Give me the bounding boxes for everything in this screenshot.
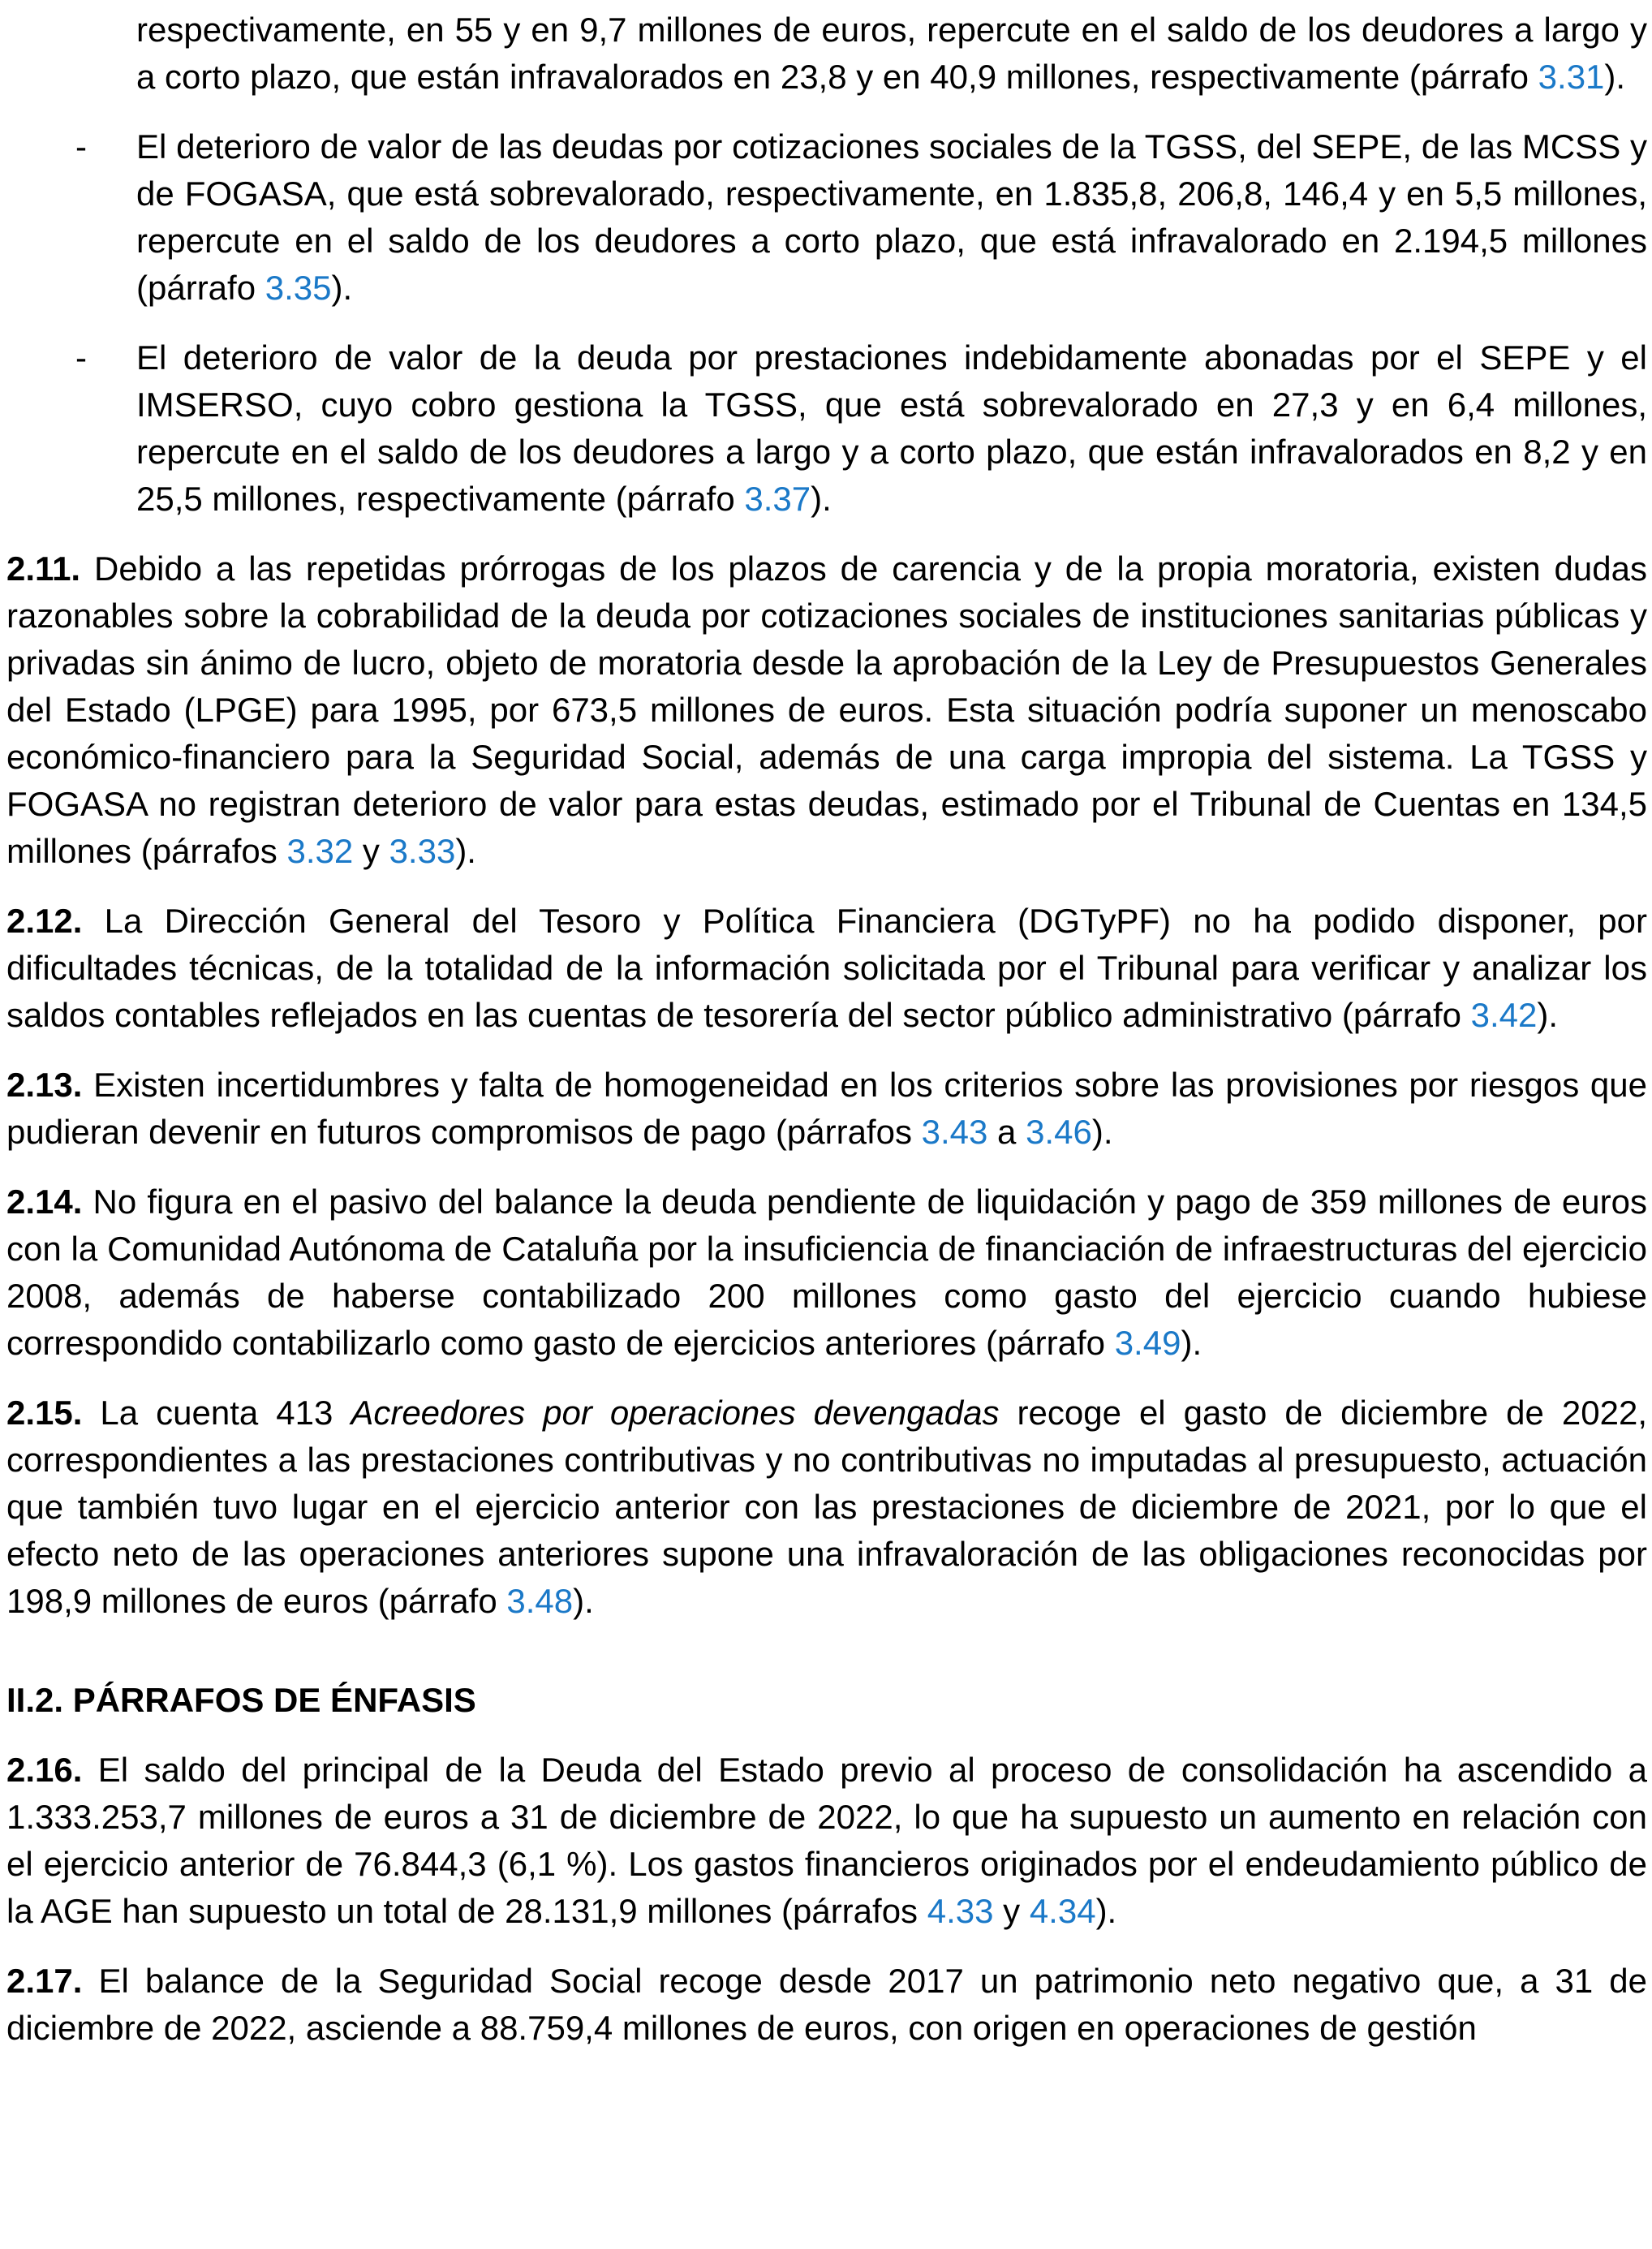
text-run: No figura en el pasivo del balance la deuda pendiente de liquidación y pago de 359 millones de euros con la Comunidad Autónoma de Cataluña por la insuficiencia de financiación de infraestructuras del ejercicio 2008, además de haberse contabilizado 200 millones como gasto del ejercicio cuando hubiese correspondido contabilizarlo como gasto de ejercicios anteriores (párrafo xyxy=(6,1183,1647,1362)
cross-reference-link[interactable]: 3.35 xyxy=(265,269,332,307)
text-run: ). xyxy=(1604,58,1626,96)
text-run: La Dirección General del Tesoro y Política Financiera (DGTyPF) no ha podido disponer, por dificultades técnicas, de la totalidad de la información solicitada por el Tribunal para verificar y analizar los saldos contables reflejados en las cuentas de tesorería del sector público administrativo (párrafo xyxy=(6,902,1647,1034)
text-run: y xyxy=(353,832,389,870)
text-run: a xyxy=(987,1113,1026,1151)
cross-reference-link[interactable]: 3.46 xyxy=(1026,1113,1092,1151)
paragraph-2-17 xyxy=(6,1958,1647,2052)
text-run: Debido a las repetidas prórrogas de los plazos de carencia y de la propia moratoria, existen dudas razonables sobre la cobrabilidad de la deuda por cotizaciones sociales de instituciones sanitarias públicas y privadas sin ánimo de lucro, objeto de moratoria desde la aprobación de la Ley de Presupuestos Generales del Estado (LPGE) para 1995, por 673,5 millones de euros. Esta situación podría suponer un menoscabo económico-financiero para la Seguridad Social, además de una carga impropia del sistema. La TGSS y FOGASA no registran deterioro de valor para estas deudas, estimado por el Tribunal de Cuentas en 134,5 millones (párrafos xyxy=(6,549,1647,870)
paragraph-2-15 xyxy=(6,1389,1647,1625)
cross-reference-link[interactable]: 3.32 xyxy=(286,832,354,870)
cross-reference-link[interactable]: 3.48 xyxy=(506,1582,574,1620)
text-run: ). xyxy=(1091,1113,1113,1151)
text-run: recoge el gasto de diciembre de 2022, correspondientes a las prestaciones contributivas y no contributivas no imputadas al presupuesto, actuación que también tuvo lugar en el ejercicio anterior con las prestaciones de diciembre de 2021, por lo que el efecto neto de las operaciones anteriores supone una infravaloración de las obligaciones reconocidas por 198,9 millones de euros (párrafo xyxy=(6,1394,1647,1620)
cross-reference-link[interactable]: 3.31 xyxy=(1538,58,1605,96)
paragraph-2-11 xyxy=(6,545,1647,875)
list-dash: - xyxy=(75,338,87,377)
paragraph-number: 2.15. xyxy=(6,1394,83,1432)
cross-reference-link[interactable]: 4.33 xyxy=(927,1892,994,1930)
paragraph-number: 2.13. xyxy=(6,1066,83,1104)
text-run: El deterioro de valor de las deudas por cotizaciones sociales de la TGSS, del SEPE, de las MCSS y de FOGASA, que está sobrevalorado, respectivamente, en 1.835,8, 206,8, 146,4 y en 5,5 millones, repercute en el saldo de los deudores a corto plazo, que está infravalorado en 2.194,5 millones (párrafo xyxy=(136,127,1647,307)
text-run: y xyxy=(993,1892,1030,1930)
paragraph-number: 2.12. xyxy=(6,902,83,940)
cross-reference-link[interactable]: 4.34 xyxy=(1029,1892,1096,1930)
paragraph-2-16 xyxy=(6,1747,1647,1935)
list-item-deterioro-prestaciones xyxy=(6,334,1647,523)
paragraph-2-12 xyxy=(6,898,1647,1039)
cross-reference-link[interactable]: 3.43 xyxy=(921,1113,988,1151)
cross-reference-link[interactable]: 3.49 xyxy=(1114,1324,1181,1362)
text-run: ). xyxy=(455,832,476,870)
text-run: ). xyxy=(1095,1892,1117,1930)
section-heading-ii-2: II.2. PÁRRAFOS DE ÉNFASIS xyxy=(6,1681,476,1719)
text-run: El deterioro de valor de la deuda por prestaciones indebidamente abonadas por el SEPE y el IMSERSO, cuyo cobro gestiona la TGSS, que está sobrevalorado en 27,3 y en 6,4 millones, repercute en el saldo de los deudores a largo y a corto plazo, que están infravalorados en 8,2 y en 25,5 millones, respectivamente (párrafo xyxy=(136,338,1647,518)
paragraph-number: 2.16. xyxy=(6,1751,83,1789)
paragraph-number: 2.11. xyxy=(6,549,81,588)
cross-reference-link[interactable]: 3.37 xyxy=(744,480,811,518)
paragraph-number: 2.14. xyxy=(6,1183,83,1221)
text-run: ). xyxy=(1181,1324,1202,1362)
text-run: El balance de la Seguridad Social recoge desde 2017 un patrimonio neto negativo que, a 31 de diciembre de 2022, asciende a 88.759,4 millones de euros, con origen en operaciones de gestión xyxy=(6,1962,1647,2047)
text-run: ). xyxy=(573,1582,594,1620)
paragraph-2-14 xyxy=(6,1178,1647,1367)
text-run: La cuenta 413 xyxy=(82,1394,351,1432)
text-run: ). xyxy=(811,480,832,518)
paragraph-2-13 xyxy=(6,1062,1647,1156)
cross-reference-link[interactable]: 3.33 xyxy=(389,832,456,870)
text-run: El saldo del principal de la Deuda del Estado previo al proceso de consolidación ha ascendido a 1.333.253,7 millones de euros a 31 de diciembre de 2022, lo que ha supuesto un aumento en relación con el ejercicio anterior de 76.844,3 (6,1 %). Los gastos financieros originados por el endeudamiento público de la AGE han supuesto un total de 28.131,9 millones (párrafos xyxy=(6,1751,1647,1930)
cross-reference-link[interactable]: 3.42 xyxy=(1470,996,1538,1034)
text-run: ). xyxy=(1537,996,1559,1034)
list-dash: - xyxy=(75,127,87,166)
list-item-continuation xyxy=(6,6,1647,101)
text-run: ). xyxy=(331,269,353,307)
text-run: respectivamente, en 55 y en 9,7 millones de euros, repercute en el saldo de los deudores a largo y a corto plazo, que están infravalorados en 23,8 y en 40,9 millones, respectivamente (párrafo xyxy=(136,11,1647,96)
list-item-deterioro-cotizaciones xyxy=(6,123,1647,312)
text-run: Existen incertidumbres y falta de homogeneidad en los criterios sobre las provisiones por riesgos que pudieran devenir en futuros compromisos de pago (párrafos xyxy=(6,1066,1647,1151)
paragraph-number: 2.17. xyxy=(6,1962,83,2000)
italic-text: Acreedores por operaciones devengadas xyxy=(351,1394,1000,1432)
